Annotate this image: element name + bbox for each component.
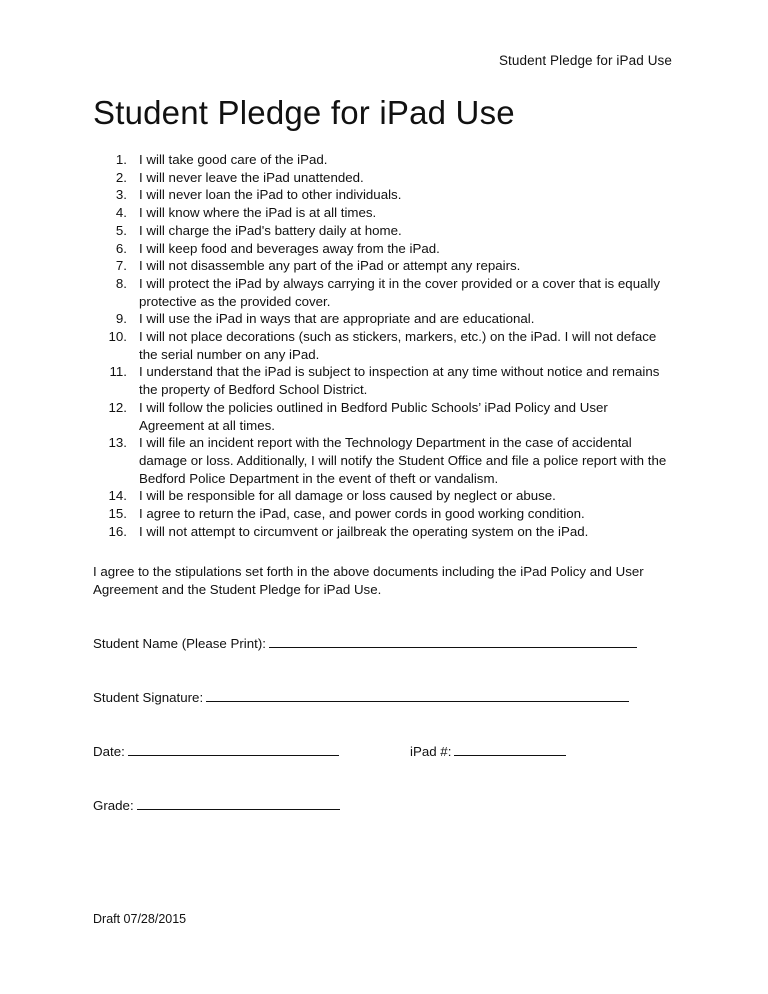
list-item-number: 7. — [115, 258, 127, 274]
list-item-text: I will never leave the iPad unattended. — [139, 169, 364, 185]
list-item-number: 10. — [108, 329, 127, 345]
list-item-number: 2. — [115, 169, 127, 185]
list-item-number: 5. — [115, 222, 127, 238]
list-item-number: 6. — [115, 240, 127, 256]
student-name-row — [93, 634, 637, 653]
list-item-text: I will never loan the iPad to other individuals. — [139, 187, 402, 203]
list-item-number: 8. — [115, 275, 127, 291]
list-item-text: I will protect the iPad by always carrying it in the cover provided or a cover that is equally protective as the provided cover. — [139, 275, 661, 309]
list-item — [93, 151, 673, 169]
list-item-number: 11. — [109, 364, 127, 380]
list-item-text: I will file an incident report with the Technology Department in the case of accidental damage or loss. Additionally, I will notify the Student Office and file a police report with the Bedford Police Department in the event of theft or vandalism. — [139, 435, 667, 486]
student-name-field[interactable] — [269, 634, 637, 648]
list-item-number: 12. — [108, 399, 127, 415]
running-header: Student Pledge for iPad Use — [498, 53, 672, 68]
page-title: Student Pledge for iPad Use — [93, 94, 515, 131]
footer-draft-date: Draft 07/28/2015 — [93, 912, 187, 926]
list-item-text: I will charge the iPad's battery daily at home. — [139, 222, 402, 238]
student-signature-label: Student Signature: — [93, 690, 204, 705]
list-item-number: 1. — [115, 152, 127, 167]
grade-label: Grade: — [93, 798, 134, 813]
list-item-text: I will not disassemble any part of the iPad or attempt any repairs. — [139, 258, 521, 274]
list-item-number: 3. — [115, 187, 127, 203]
list-item-text: I agree to return the iPad, case, and power cords in good working condition. — [139, 506, 585, 522]
list-item-text: I will use the iPad in ways that are appropriate and are educational. — [139, 311, 535, 327]
list-item-number: 16. — [108, 523, 127, 539]
ipad-number-label: iPad #: — [410, 744, 452, 759]
grade-field[interactable] — [137, 796, 340, 810]
list-item-text: I will be responsible for all damage or loss caused by neglect or abuse. — [139, 488, 556, 504]
agreement-statement: I agree to the stipulations set forth in the above documents including the iPad Policy and User Agreement and the Student Pledge for iPad Use. — [93, 564, 644, 597]
list-item-number: 14. — [108, 488, 127, 504]
date-row — [93, 742, 339, 761]
list-item-number: 13. — [108, 435, 127, 451]
ipad-number-field[interactable] — [454, 742, 566, 756]
list-item-text: I will know where the iPad is at all times. — [139, 205, 377, 221]
grade-row — [93, 796, 340, 815]
list-item-text: I will not place decorations (such as stickers, markers, etc.) on the iPad. I will not deface the serial number on any iPad. — [139, 329, 657, 362]
list-item — [93, 275, 673, 310]
list-item — [93, 523, 673, 541]
list-item — [93, 204, 673, 222]
list-item-text: I will not attempt to circumvent or jailbreak the operating system on the iPad. — [139, 523, 589, 539]
list-item-number: 15. — [108, 506, 127, 522]
student-signature-field[interactable] — [206, 688, 629, 702]
student-name-label: Student Name (Please Print): — [93, 636, 266, 651]
list-item — [93, 399, 673, 434]
list-item — [93, 363, 673, 398]
ipad-number-row — [410, 742, 566, 761]
list-item — [93, 328, 673, 363]
date-label: Date: — [93, 744, 125, 759]
list-item — [93, 310, 673, 328]
list-item — [93, 186, 673, 204]
list-item — [93, 169, 673, 187]
list-item — [93, 257, 673, 275]
student-signature-row — [93, 688, 629, 707]
date-field[interactable] — [128, 742, 339, 756]
pledge-list — [93, 151, 673, 540]
list-item — [93, 505, 673, 523]
list-item-text: I understand that the iPad is subject to inspection at any time without notice and remains the property of Bedford School District. — [139, 364, 660, 398]
list-item-text: I will take good care of the iPad. — [139, 152, 328, 167]
list-item-text: I will follow the policies outlined in Bedford Public Schools’ iPad Policy and User Agreement at all times. — [139, 399, 608, 433]
list-item — [93, 434, 673, 487]
list-item — [93, 240, 673, 258]
list-item-text: I will keep food and beverages away from the iPad. — [139, 240, 440, 256]
list-item-number: 9. — [115, 311, 127, 327]
list-item — [93, 222, 673, 240]
list-item — [93, 487, 673, 505]
list-item-number: 4. — [115, 205, 127, 221]
